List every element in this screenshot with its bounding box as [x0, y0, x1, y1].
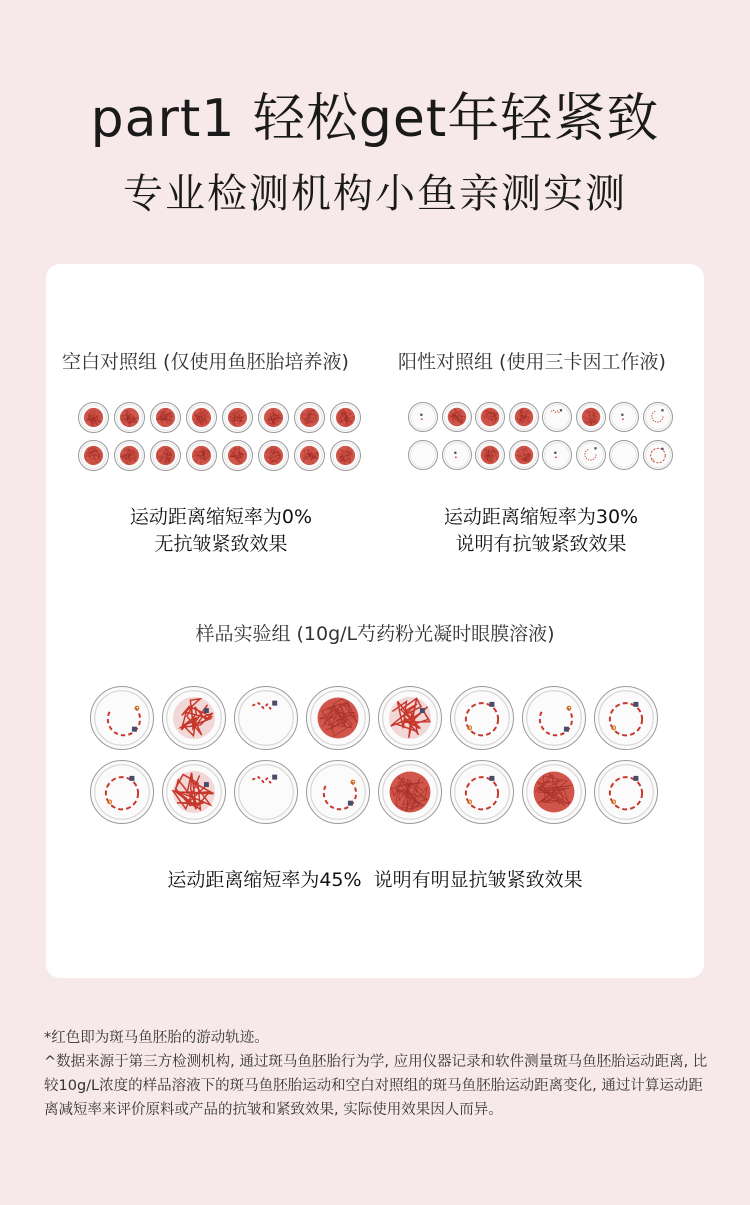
blank-dish: [294, 402, 325, 433]
positive-dish-trail: [510, 441, 538, 469]
positive-dish: [576, 402, 606, 432]
blank-dish: [258, 402, 289, 433]
blank-dish: [294, 440, 325, 471]
sample-dish-trail: [91, 687, 153, 749]
sample-dish: [306, 686, 370, 750]
blank-dish-trail: [151, 441, 180, 470]
positive-dish: [408, 402, 438, 432]
sample-dish: [522, 686, 586, 750]
positive-dish-trail: [610, 403, 638, 431]
sample-dish-trail: [523, 761, 585, 823]
sample-dish: [522, 760, 586, 824]
sample-dish-trail: [451, 687, 513, 749]
positive-dish: [643, 440, 673, 470]
blank-dish: [78, 440, 109, 471]
blank-dish-grid: [78, 402, 363, 472]
positive-dish-trail: [409, 403, 437, 431]
positive-dish: [475, 440, 505, 470]
positive-dish-trail: [443, 403, 471, 431]
sample-dish: [594, 760, 658, 824]
blank-dish-trail: [187, 441, 216, 470]
blank-dish: [150, 402, 181, 433]
positive-dish-grid: [408, 402, 673, 472]
blank-dish: [330, 440, 361, 471]
blank-group-label: 空白对照组 (仅使用鱼胚胎培养液): [62, 351, 349, 373]
positive-dish-trail: [543, 441, 571, 469]
positive-result-line1: 运动距离缩短率为30%: [443, 506, 639, 528]
blank-dish-trail: [79, 403, 108, 432]
sample-dish-trail: [307, 687, 369, 749]
blank-dish: [78, 402, 109, 433]
positive-result-line2: 说明有抗皱紧致效果: [455, 533, 627, 555]
sample-dish-trail: [451, 761, 513, 823]
blank-dish: [330, 402, 361, 433]
blank-dish-trail: [115, 441, 144, 470]
blank-dish-trail: [79, 441, 108, 470]
blank-dish-trail: [331, 441, 360, 470]
sample-dish-trail: [163, 687, 225, 749]
blank-result-line2: 无抗皱紧致效果: [154, 533, 288, 555]
positive-dish-trail: [510, 403, 538, 431]
sample-dish-trail: [379, 687, 441, 749]
positive-dish-trail: [476, 403, 504, 431]
positive-dish: [442, 440, 472, 470]
positive-dish: [643, 402, 673, 432]
positive-dish-trail: [644, 403, 672, 431]
sample-dish: [162, 686, 226, 750]
blank-dish-trail: [331, 403, 360, 432]
sample-dish-grid: [90, 686, 660, 831]
positive-dish: [509, 402, 539, 432]
sample-dish-trail: [379, 761, 441, 823]
positive-dish: [442, 402, 472, 432]
sample-dish: [378, 760, 442, 824]
note-trail-explanation: *红色即为斑马鱼胚胎的游动轨迹。: [44, 1030, 269, 1046]
positive-dish-trail: [610, 441, 638, 469]
blank-dish: [186, 440, 217, 471]
blank-dish: [114, 440, 145, 471]
blank-dish: [186, 402, 217, 433]
positive-dish: [509, 440, 539, 470]
sample-dish-trail: [595, 761, 657, 823]
positive-dish: [475, 402, 505, 432]
blank-dish-trail: [223, 441, 252, 470]
positive-dish-trail: [476, 441, 504, 469]
blank-dish: [222, 402, 253, 433]
positive-dish-trail: [577, 403, 605, 431]
blank-dish-trail: [295, 441, 324, 470]
positive-dish: [542, 440, 572, 470]
sample-dish-trail: [595, 687, 657, 749]
blank-dish-trail: [151, 403, 180, 432]
blank-dish: [222, 440, 253, 471]
positive-dish: [609, 402, 639, 432]
blank-dish-trail: [187, 403, 216, 432]
sample-dish: [234, 760, 298, 824]
results-card: [46, 264, 704, 978]
blank-result-line1: 运动距离缩短率为0%: [129, 506, 313, 528]
sample-group-label: 样品实验组 (10g/L芍药粉光凝时眼膜溶液): [195, 623, 555, 645]
sample-dish: [90, 686, 154, 750]
blank-dish-trail: [259, 441, 288, 470]
positive-dish-trail: [409, 441, 437, 469]
sample-dish-trail: [235, 761, 297, 823]
positive-dish-trail: [443, 441, 471, 469]
sample-dish: [90, 760, 154, 824]
positive-dish-trail: [577, 441, 605, 469]
sample-dish-trail: [163, 761, 225, 823]
page-subtitle: 专业检测机构小鱼亲测实测: [123, 171, 627, 217]
blank-dish-trail: [115, 403, 144, 432]
sample-dish-trail: [307, 761, 369, 823]
positive-dish: [542, 402, 572, 432]
sample-dish: [306, 760, 370, 824]
sample-dish: [234, 686, 298, 750]
note-data-source: ^数据来源于第三方检测机构, 通过斑马鱼胚胎行为学, 应用仪器记录和软件测量斑马鱼胚胎运动距离, 比较10g/L浓度的样品溶液下的斑马鱼胚胎运动和空白对照组的斑马鱼胚胎运动距离变化, 通过计算运动距离减短率来评价原料或产品的抗皱和紧致效果, 实际使用效果因人而异。: [44, 1054, 708, 1118]
blank-dish-trail: [295, 403, 324, 432]
blank-dish: [114, 402, 145, 433]
sample-dish-trail: [235, 687, 297, 749]
positive-dish: [609, 440, 639, 470]
positive-dish-trail: [543, 403, 571, 431]
positive-dish: [408, 440, 438, 470]
positive-group-label: 阳性对照组 (使用三卡因工作液): [398, 351, 666, 373]
sample-dish-trail: [523, 687, 585, 749]
sample-dish: [450, 760, 514, 824]
positive-dish: [576, 440, 606, 470]
sample-dish: [450, 686, 514, 750]
blank-dish: [150, 440, 181, 471]
sample-dish: [162, 760, 226, 824]
sample-dish: [594, 686, 658, 750]
blank-dish-trail: [223, 403, 252, 432]
page-title: part1 轻松get年轻紧致: [90, 89, 660, 149]
sample-dish-trail: [91, 761, 153, 823]
blank-dish: [258, 440, 289, 471]
blank-dish-trail: [259, 403, 288, 432]
sample-dish: [378, 686, 442, 750]
sample-result: 运动距离缩短率为45% 说明有明显抗皱紧致效果: [167, 869, 583, 891]
positive-dish-trail: [644, 441, 672, 469]
